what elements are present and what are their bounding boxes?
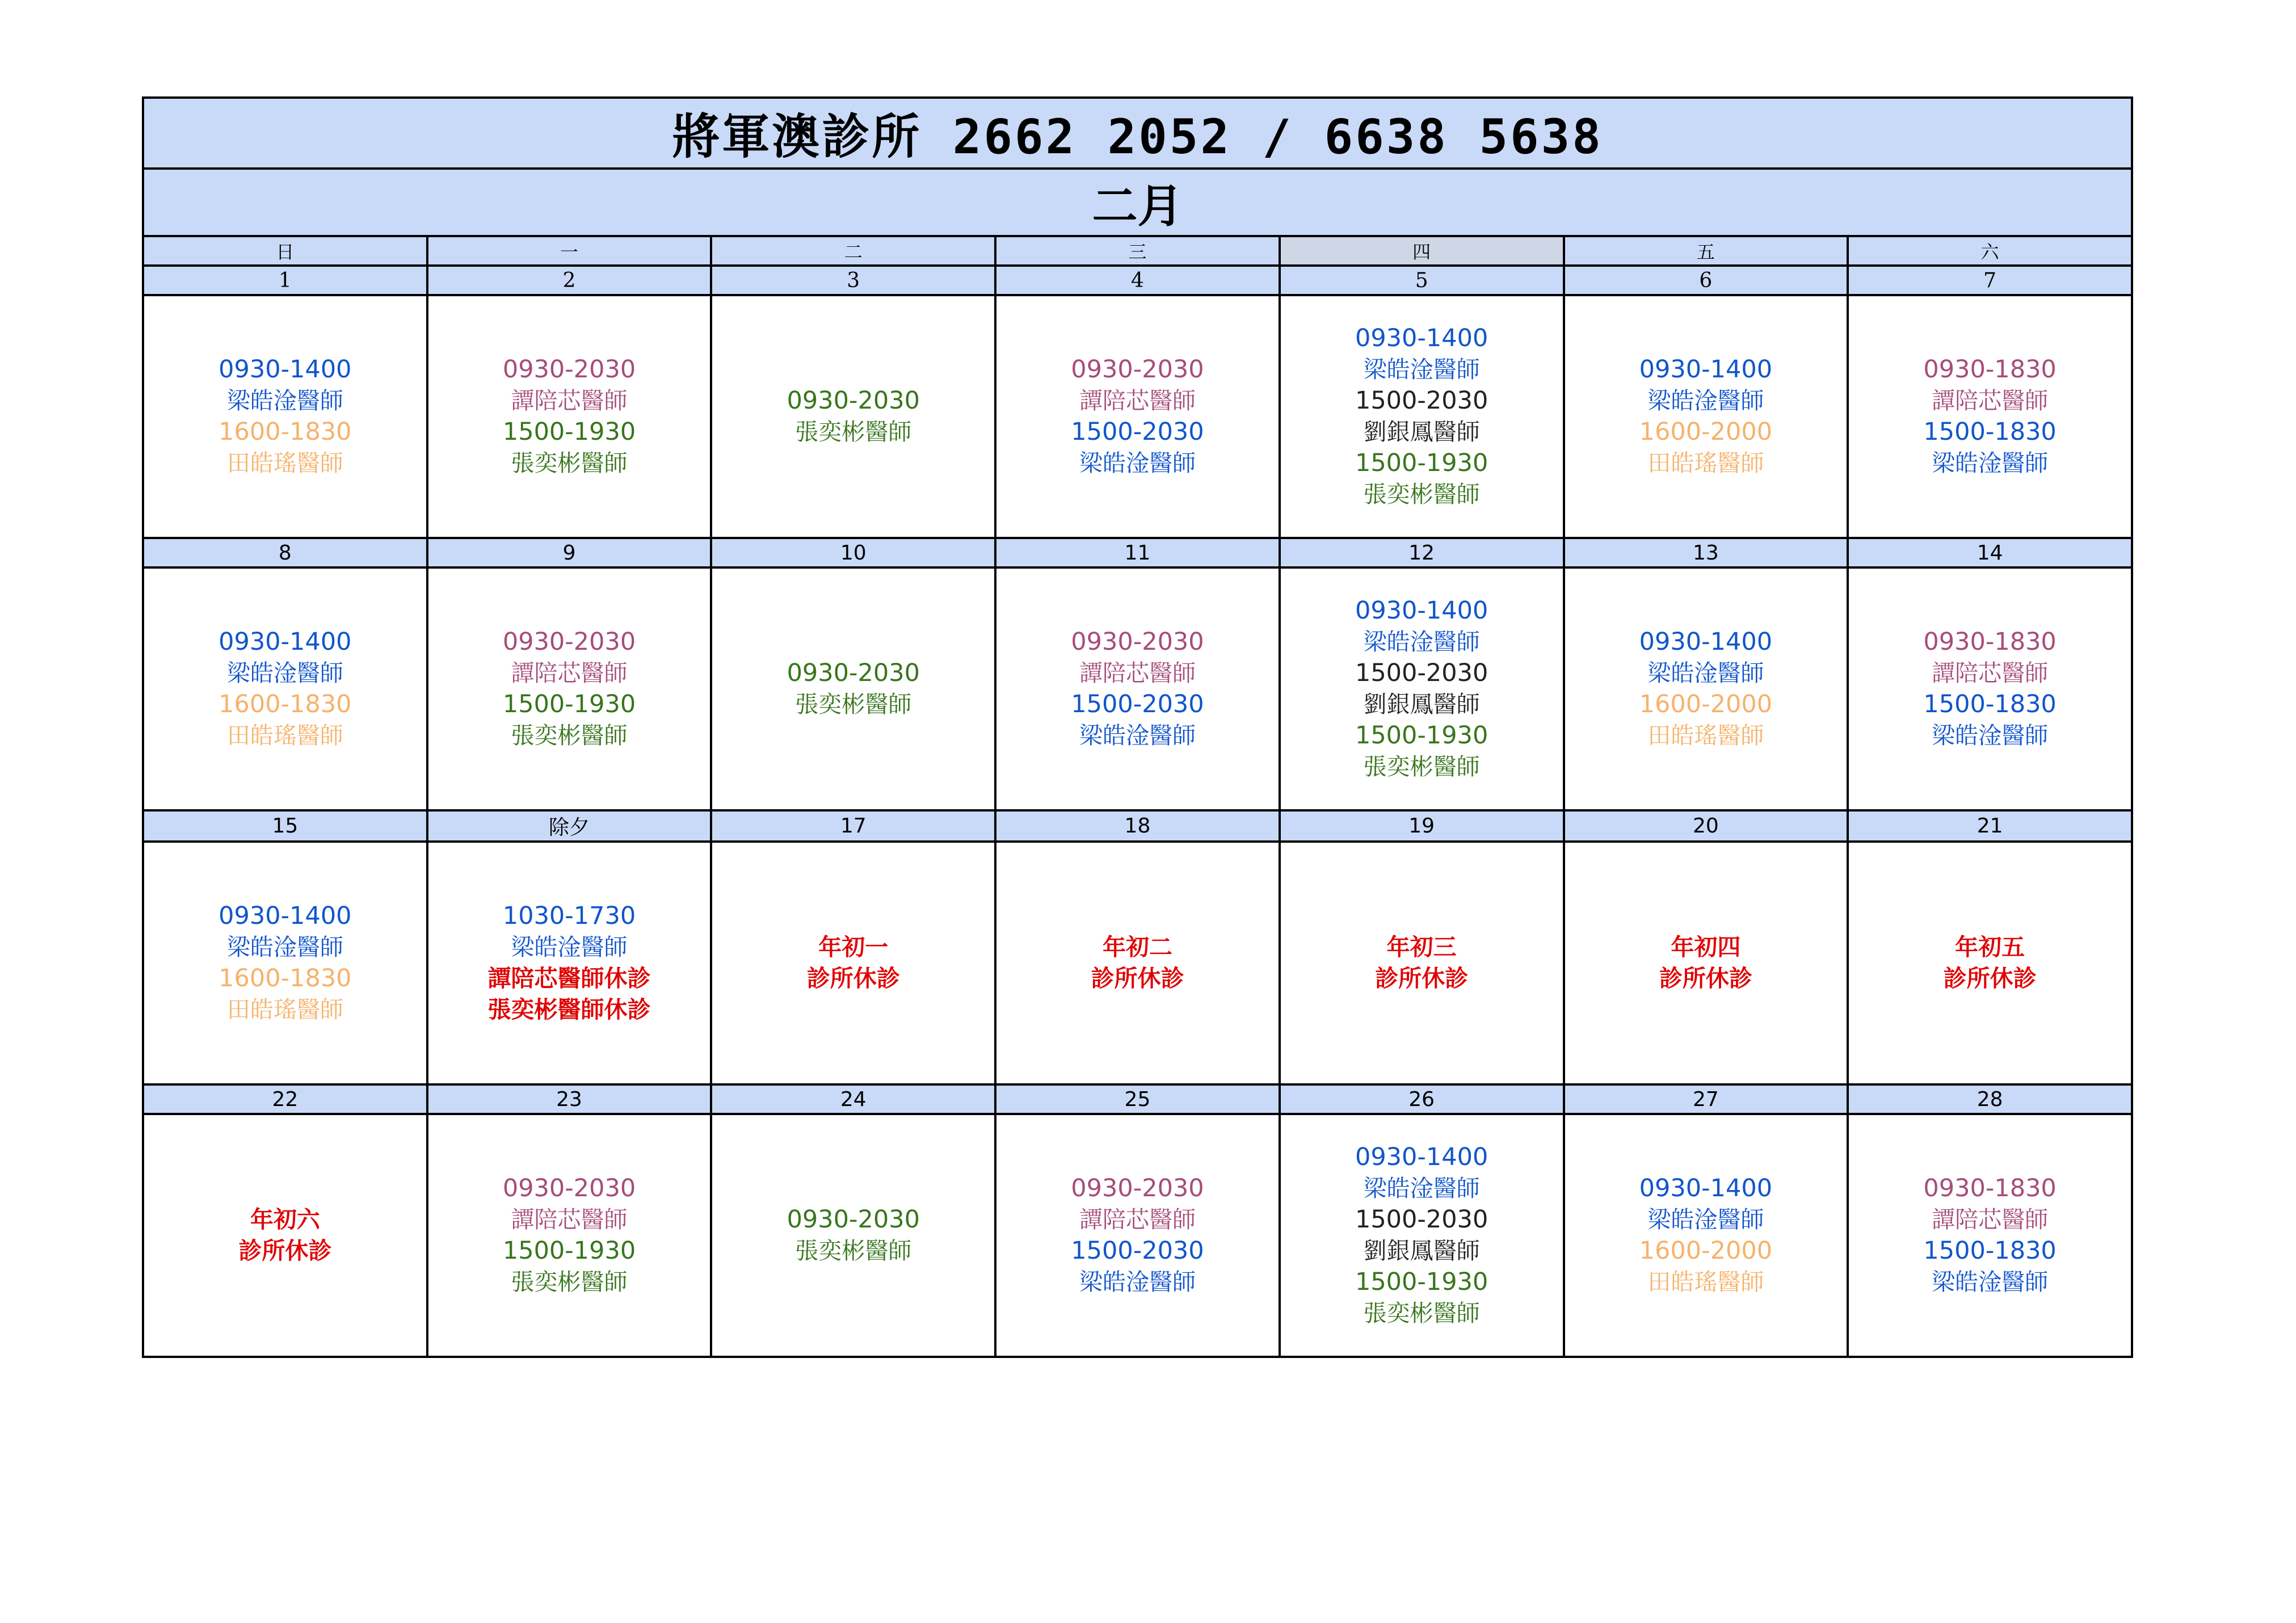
- date-number: 22: [143, 1084, 427, 1114]
- date-number: 18: [995, 810, 1280, 842]
- shift-time: 1500-1930: [502, 418, 636, 446]
- schedule-row: [143, 1114, 2132, 1357]
- shift-detail: 張奕彬醫師: [1363, 753, 1480, 780]
- shift-detail: 劉銀鳳醫師: [1363, 1237, 1480, 1264]
- shift-detail: 梁皓淦醫師: [226, 659, 343, 687]
- shift-detail: 譚陪芯醫師: [1932, 387, 2049, 414]
- shift-detail: 梁皓淦醫師: [1932, 449, 2049, 477]
- shift-detail: 診所休診: [1375, 965, 1469, 992]
- shift-detail: 譚陪芯醫師: [1079, 1206, 1196, 1233]
- date-number-row: [143, 1084, 2132, 1114]
- shift-detail: 張奕彬醫師: [1363, 481, 1480, 508]
- day-cell: [427, 567, 712, 810]
- schedule-row: [143, 842, 2132, 1084]
- shift-detail: 梁皓淦醫師: [1932, 722, 2049, 749]
- day-cell: [1564, 295, 1848, 538]
- shift-detail: 診所休診: [238, 1237, 332, 1264]
- day-cell: [995, 295, 1280, 538]
- shift-detail: 梁皓淦醫師: [1363, 356, 1480, 383]
- shift-time: 1500-1930: [502, 690, 636, 718]
- date-number: 5: [1280, 266, 1564, 295]
- shift-time: 1600-2000: [1639, 1237, 1773, 1265]
- shift-time: 0930-1400: [1355, 1143, 1488, 1171]
- weekday-header-row: [143, 236, 2132, 266]
- date-number: 17: [711, 810, 995, 842]
- date-number-row: [143, 810, 2132, 842]
- shift-detail: 譚陪芯醫師: [511, 387, 628, 414]
- shift-time: 1500-1930: [1355, 721, 1488, 750]
- shift-detail: 張奕彬醫師休診: [487, 996, 651, 1023]
- shift-detail: 劉銀鳳醫師: [1363, 691, 1480, 718]
- shift-detail: 劉銀鳳醫師: [1363, 418, 1480, 445]
- date-number: 14: [1848, 538, 2132, 567]
- shift-time: 1500-2030: [1071, 690, 1204, 718]
- shift-detail: 梁皓淦醫師: [1363, 1175, 1480, 1202]
- shift-time: 1500-1930: [1355, 449, 1488, 477]
- shift-detail: 診所休診: [1943, 965, 2037, 992]
- shift-time: 1500-1830: [1923, 690, 2057, 718]
- shift-detail: 張奕彬醫師: [795, 1237, 912, 1264]
- date-number: 1: [143, 266, 427, 295]
- shift-detail: 梁皓淦醫師: [511, 934, 628, 961]
- shift-time: 0930-1400: [1639, 628, 1773, 656]
- day-cell: [1848, 295, 2132, 538]
- shift-time: 0930-1400: [1355, 324, 1488, 352]
- date-number: 28: [1848, 1084, 2132, 1114]
- shift-time: 0930-2030: [1071, 355, 1204, 384]
- day-cell: [995, 1114, 1280, 1357]
- shift-detail: 梁皓淦醫師: [1647, 1206, 1764, 1233]
- shift-detail: 田皓瑤醫師: [226, 996, 343, 1023]
- shift-time: 1500-2030: [1071, 1237, 1204, 1265]
- shift-detail: 田皓瑤醫師: [1647, 449, 1764, 477]
- shift-time: 0930-2030: [502, 1174, 636, 1202]
- date-number: 24: [711, 1084, 995, 1114]
- date-number: 25: [995, 1084, 1280, 1114]
- day-cell: [1280, 567, 1564, 810]
- day-cell: [427, 1114, 712, 1357]
- date-number: 7: [1848, 266, 2132, 295]
- date-number: 21: [1848, 810, 2132, 842]
- shift-time: 0930-2030: [502, 628, 636, 656]
- weekday-thu: 四: [1280, 236, 1564, 266]
- shift-detail: 梁皓淦醫師: [1079, 722, 1196, 749]
- shift-detail: 診所休診: [1091, 965, 1184, 992]
- shift-detail: 譚陪芯醫師: [1079, 387, 1196, 414]
- date-number: 3: [711, 266, 995, 295]
- date-number: 除夕: [427, 810, 712, 842]
- shift-time: 1500-1930: [502, 1237, 636, 1265]
- shift-detail: 年初二: [1102, 934, 1172, 961]
- shift-time: 0930-1400: [218, 355, 352, 384]
- shift-time: 0930-2030: [787, 386, 920, 415]
- shift-detail: 梁皓淦醫師: [1647, 387, 1764, 414]
- shift-detail: 譚陪芯醫師: [1932, 1206, 2049, 1233]
- shift-time: 0930-1400: [1639, 1174, 1773, 1202]
- shift-time: 1500-2030: [1355, 386, 1488, 415]
- shift-detail: 梁皓淦醫師: [1079, 1268, 1196, 1296]
- shift-detail: 譚陪芯醫師: [1932, 659, 2049, 687]
- shift-detail: 譚陪芯醫師: [511, 1206, 628, 1233]
- shift-detail: 年初一: [818, 934, 889, 961]
- shift-detail: 年初四: [1671, 934, 1741, 961]
- shift-time: 1500-2030: [1071, 418, 1204, 446]
- shift-time: 0930-1400: [1355, 596, 1488, 625]
- shift-time: 0930-2030: [1071, 628, 1204, 656]
- shift-time: 1600-2000: [1639, 690, 1773, 718]
- shift-detail: 張奕彬醫師: [795, 691, 912, 718]
- shift-time: 0930-2030: [502, 355, 636, 384]
- date-number: 20: [1564, 810, 1848, 842]
- date-number: 27: [1564, 1084, 1848, 1114]
- shift-detail: 田皓瑤醫師: [226, 722, 343, 749]
- day-cell: [143, 295, 427, 538]
- shift-time: 0930-1400: [218, 628, 352, 656]
- shift-detail: 田皓瑤醫師: [226, 449, 343, 477]
- day-cell: [1564, 842, 1848, 1084]
- schedule-sheet: [142, 96, 2133, 1358]
- shift-detail: 年初五: [1955, 934, 2025, 961]
- day-cell: [711, 842, 995, 1084]
- shift-time: 1500-1830: [1923, 1237, 2057, 1265]
- day-cell: [143, 842, 427, 1084]
- shift-detail: 年初三: [1386, 934, 1457, 961]
- shift-time: 1030-1730: [502, 902, 636, 930]
- day-cell: [1564, 567, 1848, 810]
- shift-time: 1600-1830: [218, 690, 352, 718]
- shift-time: 0930-2030: [787, 1205, 920, 1234]
- day-cell: [711, 295, 995, 538]
- date-number: 11: [995, 538, 1280, 567]
- date-number: 4: [995, 266, 1280, 295]
- shift-time: 1500-1930: [1355, 1268, 1488, 1296]
- day-cell: [1848, 1114, 2132, 1357]
- shift-detail: 年初六: [250, 1206, 320, 1233]
- weekday-sun: 日: [143, 236, 427, 266]
- schedule-row: [143, 567, 2132, 810]
- day-cell: [1848, 567, 2132, 810]
- shift-detail: 張奕彬醫師: [511, 722, 628, 749]
- day-cell: [1280, 842, 1564, 1084]
- weekday-fri: 五: [1564, 236, 1848, 266]
- shift-time: 0930-2030: [787, 659, 920, 687]
- weekday-tue: 二: [711, 236, 995, 266]
- shift-time: 0930-1830: [1923, 628, 2057, 656]
- shift-detail: 譚陪芯醫師: [1079, 659, 1196, 687]
- schedule-row: [143, 295, 2132, 538]
- day-cell: [143, 567, 427, 810]
- shift-time: 1600-2000: [1639, 418, 1773, 446]
- date-number: 9: [427, 538, 712, 567]
- day-cell: [711, 1114, 995, 1357]
- date-number: 8: [143, 538, 427, 567]
- month-title: 二月: [143, 169, 2132, 236]
- date-number-row: [143, 538, 2132, 567]
- shift-detail: 梁皓淦醫師: [1647, 659, 1764, 687]
- day-cell: [1848, 842, 2132, 1084]
- shift-detail: 梁皓淦醫師: [1363, 628, 1480, 655]
- date-number-row: [143, 266, 2132, 295]
- shift-detail: 梁皓淦醫師: [1932, 1268, 2049, 1296]
- shift-time: 1500-2030: [1355, 659, 1488, 687]
- weekday-mon: 一: [427, 236, 712, 266]
- shift-detail: 張奕彬醫師: [795, 418, 912, 445]
- shift-detail: 診所休診: [1659, 965, 1752, 992]
- day-cell: [1280, 295, 1564, 538]
- shift-detail: 張奕彬醫師: [511, 1268, 628, 1296]
- day-cell: [1280, 1114, 1564, 1357]
- shift-detail: 張奕彬醫師: [1363, 1300, 1480, 1327]
- shift-detail: 診所休診: [806, 965, 900, 992]
- day-cell: [427, 295, 712, 538]
- day-cell: [143, 1114, 427, 1357]
- day-cell: [711, 567, 995, 810]
- date-number: 13: [1564, 538, 1848, 567]
- shift-detail: 譚陪芯醫師: [511, 659, 628, 687]
- date-number: 26: [1280, 1084, 1564, 1114]
- shift-detail: 梁皓淦醫師: [226, 934, 343, 961]
- date-number: 10: [711, 538, 995, 567]
- weekday-wed: 三: [995, 236, 1280, 266]
- shift-time: 0930-1830: [1923, 355, 2057, 384]
- date-number: 2: [427, 266, 712, 295]
- shift-detail: 張奕彬醫師: [511, 449, 628, 477]
- shift-detail: 譚陪芯醫師休診: [487, 965, 651, 992]
- date-number: 19: [1280, 810, 1564, 842]
- shift-detail: 梁皓淦醫師: [1079, 449, 1196, 477]
- schedule-table: [142, 96, 2133, 1358]
- shift-time: 1500-1830: [1923, 418, 2057, 446]
- shift-time: 0930-1400: [1639, 355, 1773, 384]
- shift-detail: 田皓瑤醫師: [1647, 1268, 1764, 1296]
- date-number: 23: [427, 1084, 712, 1114]
- clinic-title: 將軍澳診所 2662 2052 / 6638 5638: [143, 98, 2132, 169]
- shift-time: 1600-1830: [218, 964, 352, 993]
- day-cell: [427, 842, 712, 1084]
- shift-time: 0930-1830: [1923, 1174, 2057, 1202]
- date-number: 15: [143, 810, 427, 842]
- day-cell: [995, 842, 1280, 1084]
- shift-time: 1600-1830: [218, 418, 352, 446]
- shift-detail: 梁皓淦醫師: [226, 387, 343, 414]
- day-cell: [1564, 1114, 1848, 1357]
- shift-time: 0930-2030: [1071, 1174, 1204, 1202]
- date-number: 6: [1564, 266, 1848, 295]
- date-number: 12: [1280, 538, 1564, 567]
- shift-detail: 田皓瑤醫師: [1647, 722, 1764, 749]
- day-cell: [995, 567, 1280, 810]
- weekday-sat: 六: [1848, 236, 2132, 266]
- shift-time: 1500-2030: [1355, 1205, 1488, 1234]
- shift-time: 0930-1400: [218, 902, 352, 930]
